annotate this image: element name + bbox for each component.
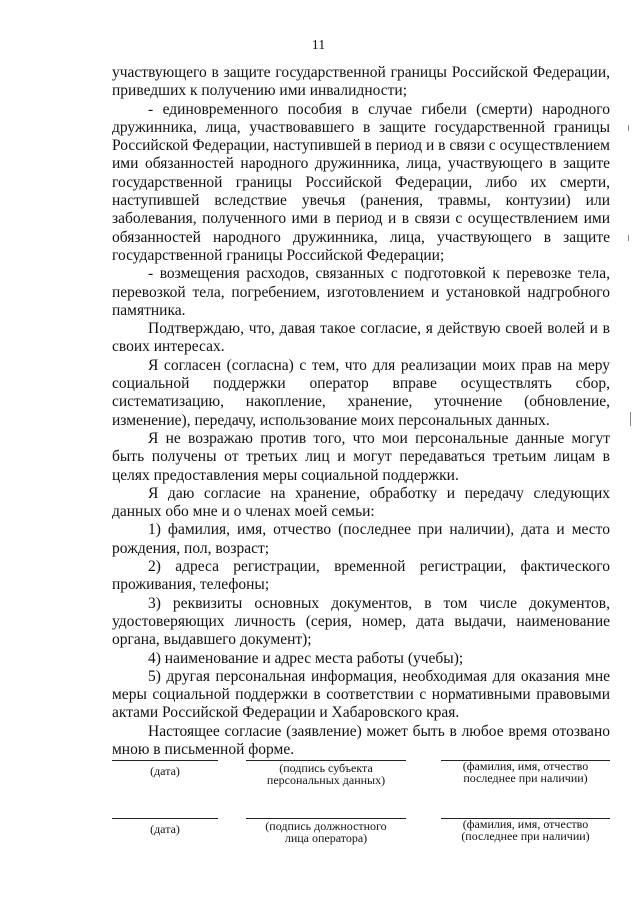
list-item-4: 4) наименование и адрес места работы (учебы); <box>148 649 464 667</box>
name-caption <box>441 818 610 842</box>
scan-mark <box>628 235 629 241</box>
name-caption-line-1: (фамилия, имя, отчество <box>462 817 589 831</box>
signature-row-operator <box>0 818 637 878</box>
signature-caption <box>246 762 406 786</box>
list-item-3: 3) реквизиты основных документов, в том числе документов, удостоверяющих личность (серия, номер, дата выдачи, наименование органа, выдавшего документ); <box>112 594 610 649</box>
name-caption-line-1: (фамилия, имя, отчество <box>462 759 589 773</box>
paragraph-operator-rights: Я согласен (согласна) с тем, что для реализации моих прав на меру социальной поддержки оператор вправе осуществлять сбор, систематизацию, накопление, хранение, уточнение (обновление, изменение), передачу, использование моих персональных данных. <box>112 356 610 429</box>
list-item-5: 5) другая персональная информация, необходимая для оказания мне меры социальной поддержки в соответствии с нормативными правовыми актами Российской Федерации и Хабаровского края. <box>112 667 610 722</box>
signature-caption-line-1: (подпись субъекта <box>279 761 373 775</box>
scan-mark <box>628 125 629 131</box>
paragraph-consent-data: Я даю согласие на хранение, обработку и передачу следующих данных обо мне и о членах моей семьи: <box>112 484 610 521</box>
signature-row-subject <box>0 760 637 820</box>
name-caption-line-2: последнее при наличии) <box>463 771 588 785</box>
date-line <box>112 818 218 819</box>
date-line <box>112 760 218 761</box>
date-caption: (дата) <box>150 822 180 836</box>
paragraph-continuation: участвующего в защите государственной границы Российской Федерации, приведших к получению ими инвалидности; <box>112 64 610 100</box>
document-body <box>112 64 610 759</box>
signature-caption-line-2: лица оператора) <box>284 831 368 845</box>
list-item-1: 1) фамилия, имя, отчество (последнее при наличии), дата и место рождения, пол, возраст; <box>112 521 610 557</box>
scan-mark <box>630 412 631 426</box>
page-number: 11 <box>311 38 326 53</box>
signature-caption <box>246 820 406 844</box>
signature-caption-line-1: (подпись должностного <box>265 819 387 833</box>
paragraph-funeral-costs: - возмещения расходов, связанных с подготовкой к перевозке тела, перевозкой тела, погребением, изготовлением и установкой надгробного памятника. <box>112 265 610 319</box>
paragraph-revocation: Настоящее согласие (заявление) может быть в любое время отозвано мною в письменной форме. <box>112 722 610 758</box>
signature-caption-line-2: персональных данных) <box>266 773 386 787</box>
paragraph-free-will: Подтверждаю, что, давая такое согласие, я действую своей волей и в своих интересах. <box>112 320 610 356</box>
list-item-2: 2) адреса регистрации, временной регистрации, фактического проживания, телефоны; <box>112 558 610 594</box>
name-caption <box>441 760 610 784</box>
paragraph-third-parties: Я не возражаю против того, что мои персональные данные могут быть получены от третьих лиц и могут передаваться третьим лицам в целях предоставления меры социальной поддержки. <box>112 429 610 484</box>
name-caption-line-2: (последнее при наличии) <box>461 829 590 843</box>
paragraph-lump-sum-benefit: - единовременного пособия в случае гибели (смерти) народного дружинника, лица, участвовавшего в защите государственной границы Российской Федерации, наступившей в период и в связи с осуществлением ими обязанностей народного дружинника, лица, участвующего в защите государственной границы Российской Федерации, либо их смерти, наступившей вследствие увечья (ранения, травмы, контузии) или заболевания, полученного ими в период и в связи с осуществлением ими обязанностей народного дружинника, лица, участвующего в защите государственной границы Российской Федерации; <box>112 100 610 264</box>
date-caption: (дата) <box>150 764 180 778</box>
